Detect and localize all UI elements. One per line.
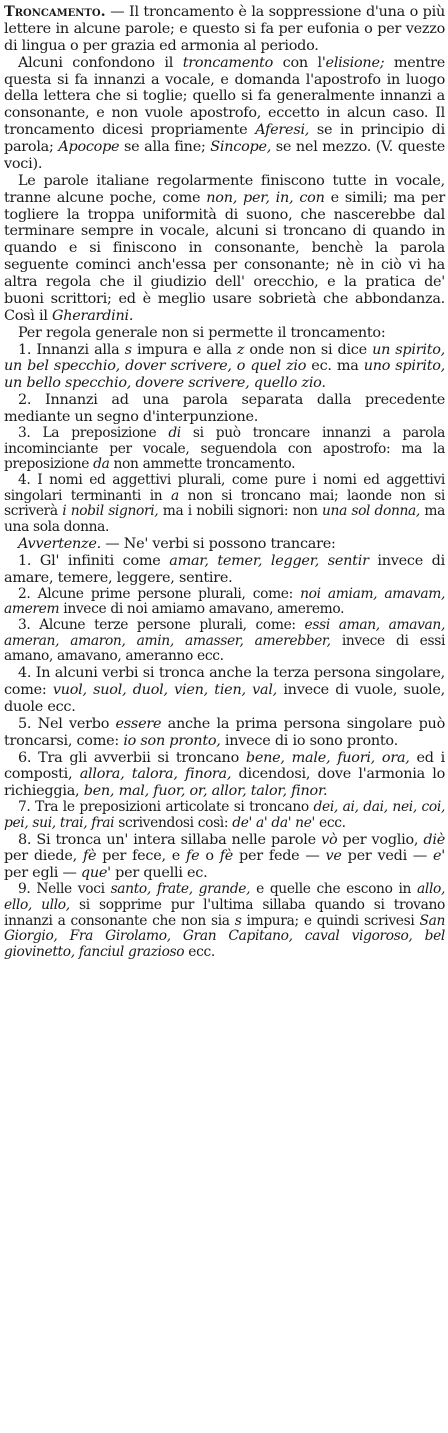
italic-term: amar, temer, legger, sentir [169,552,369,569]
text-run: per vedi — [341,848,434,865]
italic-term: essi aman, amavan, ameran, amaron, amin, amasser, amerebber, [4,616,445,649]
text-run: invece di io sono pronto. [220,732,398,749]
text-run: e simili; ma per togliere la troppa uniformità di suono, che nascerebbe dal terminare sempre in vocale, alcuni si troncano di quando in quando e si finiscono in consonante, benchè la parola seguente cominci anch'essa per consonante; nè in ciò vi ha altra regola che il giudizio dell' orecchio, e la pratica de' buoni scrittori; ed è meglio usare sobrietà che abbondanza. Così il [4,189,445,324]
italic-heading: Avvertenze. [18,535,101,552]
italic-term: fe [186,848,200,865]
text-run: per fede — [233,848,326,865]
text-run: Le parole italiane regolarmente finiscono tutte in vocale, tranne alcune poche, come [4,172,445,206]
italic-term: elisione; [325,54,385,71]
italic-term: santo, frate, grande, [110,881,251,898]
verb-rule-8 [4,832,445,883]
verb-rule-4 [4,665,445,716]
verb-rule-3 [4,618,445,665]
text-run: 4. In alcuni verbi si tronca anche la terza persona singolare, come: [4,665,445,698]
text-run: 9. Nelle voci [18,881,111,898]
italic-term: e' [433,848,446,865]
text-run: se nel mezzo. (V. queste voci). [4,139,446,172]
italic-term: s [234,912,242,929]
italic-term: non, per, in, con [206,189,325,206]
italic-term: allo, ello, ullo, [4,881,446,913]
italic-term: Apocope [58,139,120,155]
verb-rule-7 [4,800,445,831]
text-run: se alla fine; [119,139,211,155]
rule-4 [4,473,445,536]
paragraph-parole-italiane [4,173,445,325]
text-run: per egli — [4,865,81,882]
italic-term: fè [82,848,97,865]
text-run: invece di noi amiamo amavano, ameremo. [59,601,345,618]
text-run: 1. Gl' infiniti come [18,552,170,569]
text-run: impura e alla [131,341,237,358]
italic-term: io son pronto, [123,732,221,749]
rule-1 [4,342,445,393]
text-run: e quelle che escono in [250,881,418,898]
rule-2: 2. Innanzi ad una parola separata dalla precedente mediante un segno d'interpunzione. [4,392,445,425]
italic-term: a [171,487,179,504]
text-run: — Ne' verbi si possono trancare: [100,535,336,552]
text-run: 8. Si tronca un' intera sillaba nelle parole [18,831,322,848]
text-run: anche la prima persona singolare può troncarsi, come: [4,715,445,749]
text-run: 2. Alcune prime persone plurali, come: [18,585,301,602]
italic-term: vò [321,831,338,848]
verb-rule-6 [4,750,445,801]
text-run: o [199,848,220,865]
italic-term: s [124,341,132,358]
text-run: non si troncano mai; laonde non si scriverà [4,487,445,520]
italic-term: bene, male, fuori, ora, [245,749,410,766]
italic-term: ve [325,848,342,865]
paragraph-regola-generale: Per regola generale non si permette il troncamento: [18,324,386,341]
italic-term: allora, talora, finora, [79,766,232,783]
italic-term: da [93,456,110,473]
entry-term: Troncamento. [4,3,106,20]
text-run: ecc. [184,944,215,961]
text-run: si sopprime pur l'ultima sillaba quando si trovano innanzi a consonante che non sia [4,896,445,929]
italic-term: San Giorgio, Fra Girolamo, Gran Capitano, caval vigoroso, bel giovinetto, fanciul grazioso [4,912,445,961]
text-run: 5. Nel verbo [18,715,116,732]
italic-term: vuol, suol, duol, vien, tien, val, [52,682,277,698]
text-run: non ammette troncamento. [109,456,296,473]
text-run: impura; e quindi scrivesi [241,912,420,929]
italic-term: fè [219,848,234,865]
entry-lead [4,4,445,55]
text-run: se in principio di parola; [4,122,445,155]
italic-term: di [168,424,181,441]
text-run: ed i composti, [4,749,445,783]
verb-rule-1 [4,553,445,587]
text-run: dicendosi, dove l'armonia lo richieggia, [4,766,446,800]
italic-term: essere [115,715,162,732]
text-run: 6. Tra gli avverbii si troncano [18,749,246,766]
text-run: ma una sola donna. [4,503,445,536]
italic-term: que' [80,865,111,882]
text-run: 7. Tra le preposizioni articolate si troncano [18,799,314,816]
entry-definition: — Il troncamento è la soppressione d'una o più lettere in alcune parole; e questo si fa per eufonia o per vezzo di lingua o per grazia ed armonia al periodo. [4,4,445,54]
avvertenze [4,536,445,553]
text-run: invece di amare, temere, leggere, sentire. [4,552,445,586]
verb-rule-5 [4,716,445,750]
paragraph-elisione [4,55,445,173]
text-run: invece di essi amano, amavano, ameranno ecc. [4,632,446,665]
text-run: 4. I nomi ed aggettivi plurali, come pure i nomi ed aggettivi singolari terminanti in [4,472,445,504]
italic-term: ben, mal, fuor, or, allor, talor, finor. [83,783,328,800]
italic-term: Sincope, [210,139,272,155]
italic-term: una sol donna, [322,503,420,520]
text-run: 3. La preposizione [18,424,169,441]
text-run: 3. Alcune terze persone plurali, come: [18,616,305,633]
italic-term: Aferesi, [255,122,310,139]
text-run: per quelli ec. [110,865,208,882]
verb-rule-9 [4,882,445,961]
text-run: invece di vuole, suole, duole ecc. [4,682,445,715]
verb-rule-2 [4,587,445,618]
italic-term: z [236,341,245,358]
italic-term: de' a' da' ne' [232,814,315,831]
italic-term: noi amiam, amavam, amerem [4,585,446,618]
italic-term: Gherardini. [52,307,134,324]
italic-term: diè [423,831,445,848]
text-run: per voglio, [337,831,424,848]
italic-term: dei, ai, dai, nei, coi, pei, sui, trai, frai [4,799,445,831]
italic-term: troncamento [182,54,274,71]
text-run: 1. Innanzi alla [18,341,125,358]
text-run: onde non si dice [244,341,373,358]
text-run: ec. ma [306,358,364,375]
text-run: ma i nobili signori: non [158,503,323,520]
text-run: ecc. [314,814,346,831]
text-run: scrivendosi così: [114,814,233,831]
italic-term: uno spirito, un bello specchio, dovere scrivere, quello zio. [4,358,445,392]
rule-3 [4,426,445,473]
text-run: per diede, [4,848,83,865]
text-run: mentre questa si fa innanzi a vocale, e domanda l'apostrofo in luogo della lettera che si toglie; quello si fa generalmente innanzi a consonante, e non vuole apostrofo, eccetto in alcun caso. Il troncamento dicesi propriamente [4,54,446,139]
text-run: con l' [273,54,326,71]
italic-term: i nobil signori, [62,503,159,520]
italic-term: un spirito, un bel specchio, dover scrivere, o quel zio [4,341,445,375]
text-run: per fece, e [96,848,187,865]
text-run: Alcuni confondono il [18,54,183,71]
text-run: si può troncare innanzi a parola incominciante per vocale, seguendola con apostrofo: ma la preposizione [4,424,445,473]
